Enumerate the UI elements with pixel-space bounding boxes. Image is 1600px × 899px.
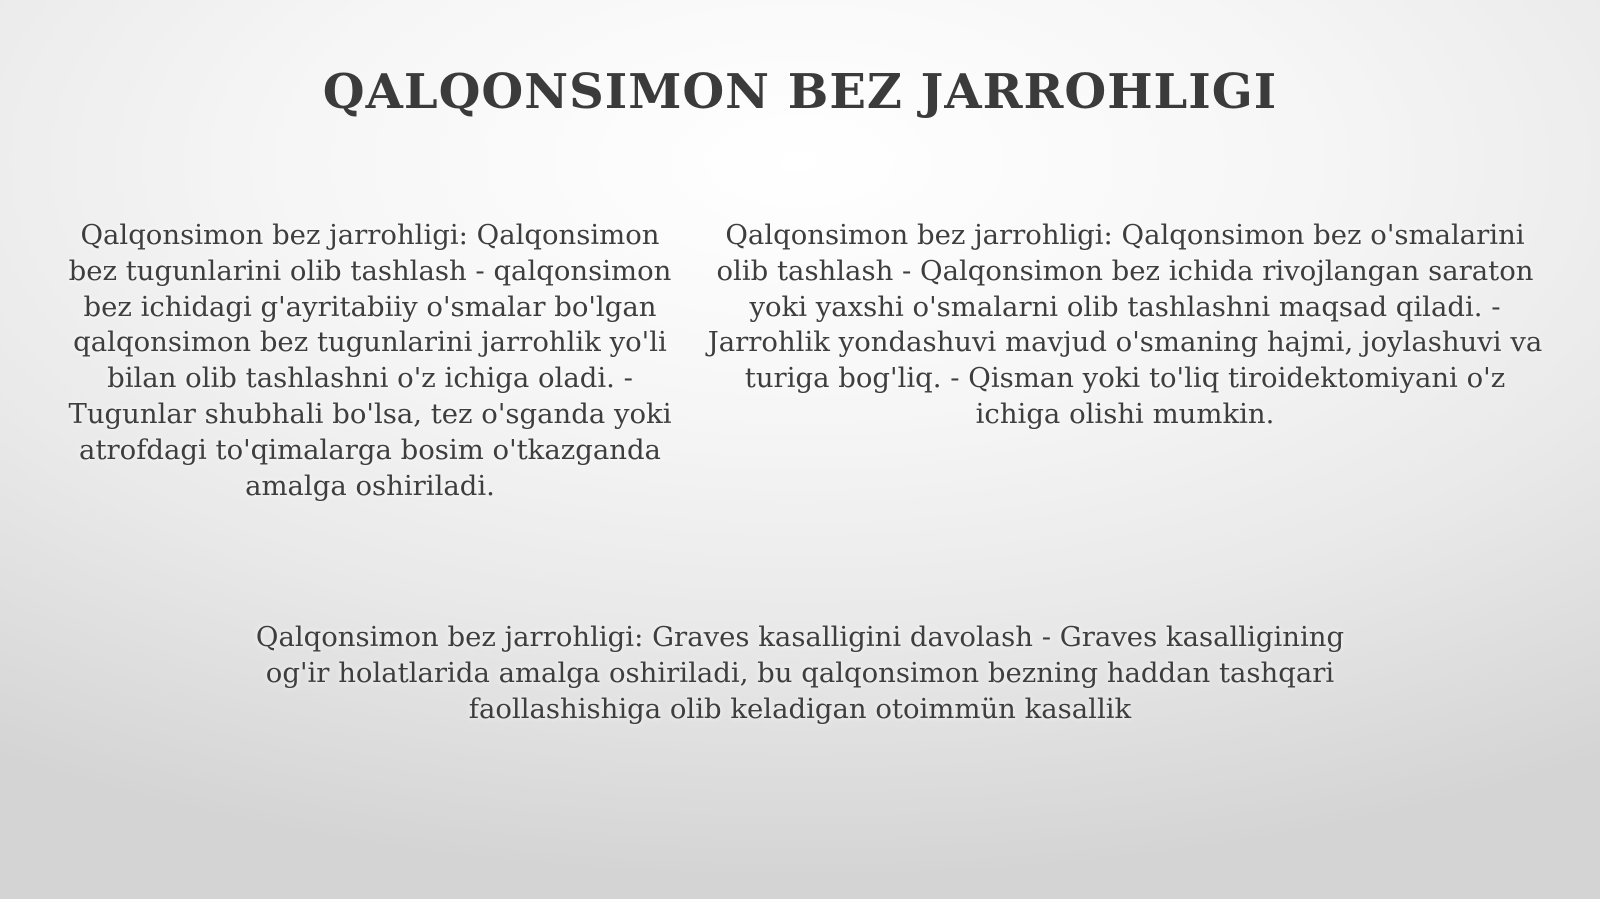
text-block-tumor-removal: Qalqonsimon bez jarrohligi: Qalqonsimon bez o'smalarini olib tashlash - Qalqonsimon bez ichida rivojlangan saraton yoki yaxshi o'smalarni olib tashlashni maqsad qiladi. - Jarrohlik yondashuvi mavjud o'smaning hajmi, joylashuvi va turiga bog'liq. - Qisman yoki to'liq tiroidektomiyani o'z ichiga olishi mumkin. [707,219,1543,430]
text-block-nodule-removal: Qalqonsimon bez jarrohligi: Qalqonsimon bez tugunlarini olib tashlash - qalqonsimon bez ichidagi g'ayritabiiy o'smalar bo'lgan qalqonsimon bez tugunlarini jarrohlik yo'li bilan olib tashlashni o'z ichiga oladi. - Tugunlar shubhali bo'lsa, tez o'sganda yoki atrofdagi to'qimalarga bosim o'tkazganda amalga oshiriladi. [68,219,672,502]
text-block-graves-treatment: Qalqonsimon bez jarrohligi: Graves kasalligini davolash - Graves kasalligining og'ir holatlarida amalga oshiriladi, bu qalqonsimon bezning haddan tashqari faollashishiga olib keladigan otoimmün kasallik [255,621,1345,725]
slide-title: QALQONSIMON BEZ JARROHLIGI [322,64,1278,120]
